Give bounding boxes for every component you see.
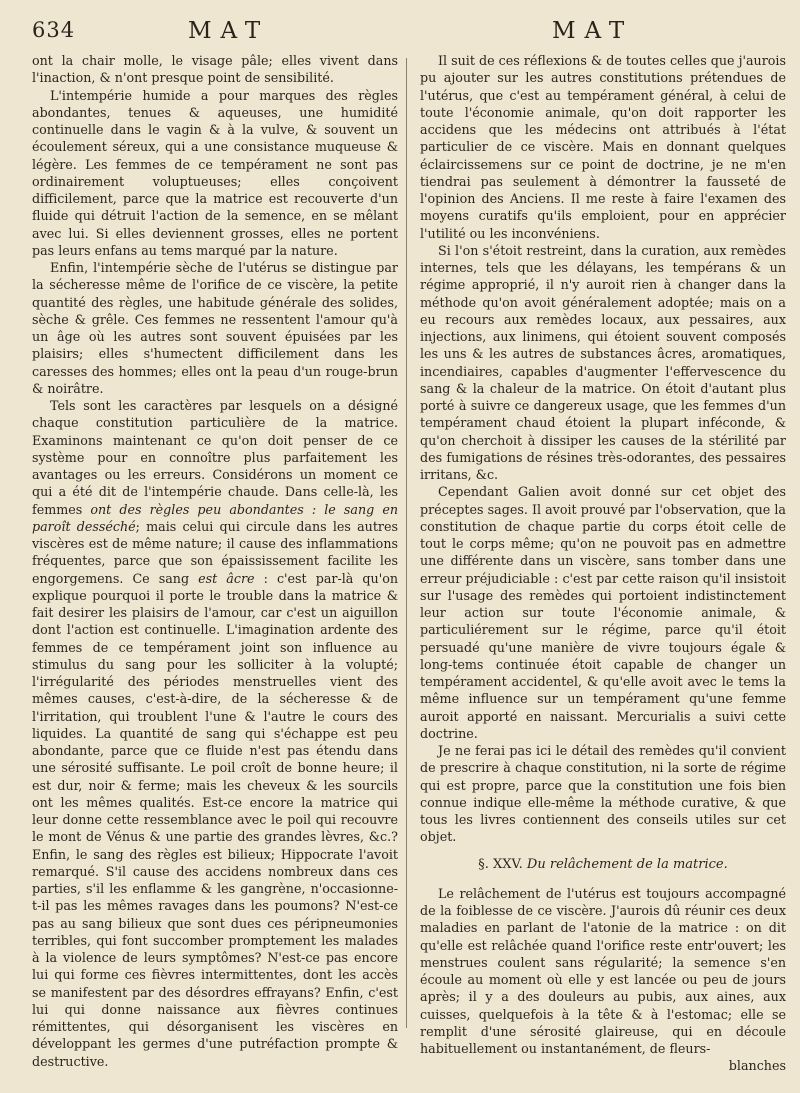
italic-quote: ont des règles peu abondantes : le sang en paroît desséché: [32, 501, 398, 534]
text-run: Tels sont les caractères par lesquels on a désigné chaque constitution particulière de la matrice. Examinons maintenant ce qu'on doit penser de ce système pour en connoître plus parfaitement les avantages ou les erreurs. Considérons un moment ce qui a été dit de l'intempérie chaude. Dans celle-là, les femmes: [32, 398, 398, 517]
paragraph: Je ne ferai pas ici le détail des remèdes qu'il convient de prescrire à chaque constitution, ni la sorte de régime qui est propre, parce que la constitution une fois bien connue indique elle-même la méthode curative, & que tous les livres contiennent des conseils utiles sur cet objet.: [420, 743, 786, 845]
right-column: [420, 52, 786, 1075]
text-run: : c'est par-là qu'on explique pourquoi il porte le trouble dans la matrice & fait desirer les plaisirs de l'amour, car c'est un aiguillon dont l'action est continuelle. L'imagination ardente des femmes de ce tempérament joint son influence au stimulus du sang pour les solliciter à la volupté; l'irrégularité des périodes menstruelles vient des mêmes causes, c'est-à-dire, de la sécheresse & de l'irritation, qui troublent l'une & l'autre le cours des liquides. La quantité de sang qui s'échappe est peu abondante, parce que ce fluide n'est pas étendu dans une sérosité suffisante. Le poil croît de bonne heure; il est dur, noir & ferme; mais les cheveux & les sourcils ont les mêmes qualités. Est-ce encore la matrice qui leur donne cette ressemblance avec le poil qui recouvre le mont de Vénus & une partie des grandes lèvres, &c.? Enfin, le sang des règles est bilieux; Hippocrate l'avoit remarqué. S'il cause des accidens nombreux dans ces parties, s'il les enflamme & les gangrène, n'occasionne-t-il pas les mêmes ravages dans les poumons? N'est-ce pas au sang bilieux que sont dues ces péripneumonies terribles, qui font succomber promptement les malades à la violence de leurs symptômes? N'est-ce pas encore lui qui forme ces fièvres intermittentes, dont les accès se manifestent par des désordres effrayans? Enfin, c'est lui qui donne naissance aux fièvres continues rémittentes, qui désorganisent les viscères en développant les germes d'une putréfaction prompte & destructive.: [32, 570, 399, 1069]
paragraph: Enfin, l'intempérie sèche de l'utérus se distingue par la sécheresse même de l'orifice de ce viscère, la petite quantité des règles, une habitude générale des solides, sèche & grêle. Ces femmes ne ressentent l'amour qu'à un âge où les autres sont souvent épuisées par les plaisirs; elles s'humectent difficilement dans les caresses des hommes; elles ont la peau d'un rouge-brun & noirâtre.: [32, 260, 398, 396]
column-divider: [406, 58, 407, 1028]
paragraph: Le relâchement de l'utérus est toujours accompagné de la foiblesse de ce viscère. J'aurois dû réunir ces deux maladies en parlant de l'atonie de la matrice : on dit qu'elle est relâchée quand l'orifice reste entr'ouvert; les menstrues coulent sans régularité; la semence s'en écoule au moment où elle y est lancée ou peu de jours après; il y a des douleurs au pubis, aux aines, aux cuisses, quelquefois à la tête & à l'estomac; elle se remplit d'une sérosité glaireuse, qui en découle habituellement ou instantanément, de fleurs-: [420, 885, 786, 1056]
paragraph: [32, 397, 398, 1070]
paragraph: Il suit de ces réflexions & de toutes celles que j'aurois pu ajouter sur les autres constitutions prétendues de l'utérus, que c'est au tempérament général, à celui de toute l'économie animale, qu'on doit rapporter les accidens que les médecins ont attribués à l'état particulier de ce viscère. Mais en donnant quelques éclaircissemens sur ce point de doctrine, je ne m'en tiendrai pas seulement à démontrer la fausseté de l'opinion des Anciens. Il me reste à faire l'examen des moyens curatifs qu'ils emploient, pour en apprécier l'utilité ou les inconvéniens.: [420, 53, 787, 241]
italic-quote: est âcre: [198, 570, 255, 586]
paragraph: ont la chair molle, le visage pâle; elles vivent dans l'inaction, & n'ont presque point de sensibilité.: [32, 53, 398, 86]
paragraph: Cependant Galien avoit donné sur cet objet des préceptes sages. Il avoit prouvé par l'observation, que la constitution de chaque partie du corps étoit celle de tout le corps même; qu'on ne pouvoit pas en admettre une différente dans un viscère, sans tomber dans une erreur préjudiciable : c'est par cette raison qu'il insistoit sur l'usage des remèdes qui portoient indistinctement leur action sur toute l'économie animale, & particuliérement sur le régime, parce qu'il étoit persuadé qu'une manière de vivre toujours égale & long-tems continuée étoit capable de changer un tempérament accidentel, & qu'elle avoit avec le tems la même influence sur un tempérament qu'une femme auroit apporté en naissant. Mercurialis a suivi cette doctrine.: [420, 484, 786, 741]
text-run: ; mais celui qui circule dans les autres viscères est de même nature; il cause des inflammations fréquentes, parce que son épaississement facilite les engorgemens. Ce sang: [32, 518, 398, 586]
section-title: Du relâchement de la matrice.: [526, 856, 728, 872]
page-number: 634: [32, 18, 76, 42]
section-heading: [420, 856, 786, 873]
running-head-left: MAT: [188, 18, 270, 44]
paragraph: Si l'on s'étoit restreint, dans la curation, aux remèdes internes, tels que les délayans, les tempérans & un régime approprié, il n'y auroit rien à changer dans la méthode qu'on avoit généralement adoptée; mais on a eu recours aux remèdes locaux, aux pessaires, aux injections, aux linimens, qui étoient souvent composés les uns & les autres de substances âcres, aromatiques, incendiaires, capables d'augmenter l'effervescence du sang & la chaleur de la matrice. On étoit d'autant plus porté à suivre ce dangereux usage, que les femmes d'un tempérament chaud étoient la plupart inféconde, & qu'on cherchoit à dissiper les causes de la stérilité par des fumigations de résines très-odorantes, des pessaires irritans, &c.: [420, 242, 786, 482]
left-column: [32, 52, 398, 1070]
page-header: [0, 0, 800, 52]
section-number: §. XXV.: [478, 856, 523, 872]
running-head-right: MAT: [552, 18, 634, 44]
paragraph: L'intempérie humide a pour marques des règles abondantes, tenues & aqueuses, une humidité continuelle dans le vagin & à la vulve, & souvent un écoulement séreux, qui a une consistance muqueuse & légère. Les femmes de ce tempérament ne sont pas ordinairement voluptueuses; elles conçoivent difficilement, parce que la matrice est recouverte d'un fluide qui détruit l'action de la semence, en se mêlant avec lui. Si elles deviennent grosses, elles ne portent pas leurs enfans au tems marqué par la nature.: [32, 87, 398, 258]
catchword: blanches: [728, 1058, 786, 1074]
